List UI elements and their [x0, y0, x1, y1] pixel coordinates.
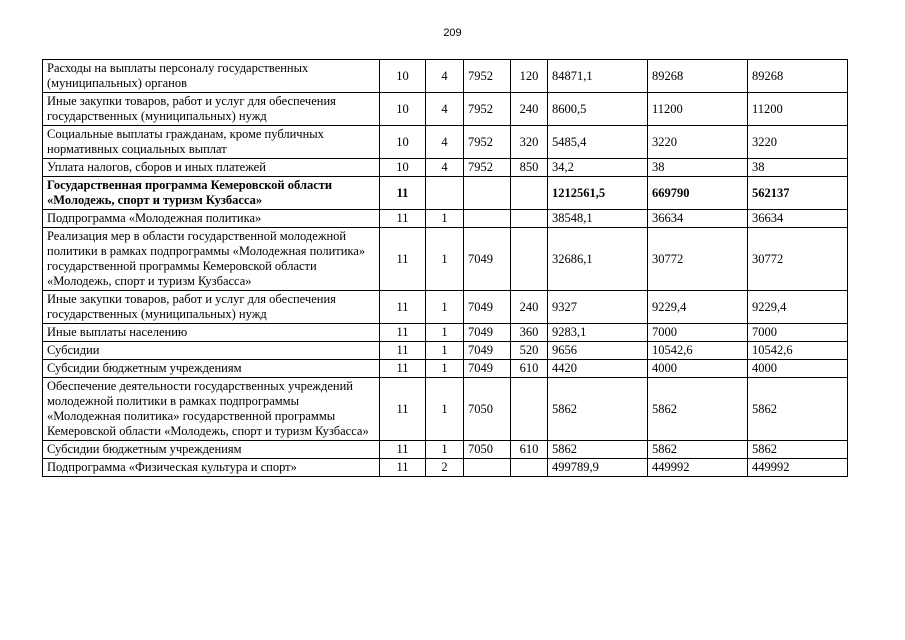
amount-year2-cell: 36634	[648, 210, 748, 228]
row-name-cell: Подпрограмма «Физическая культура и спорт»	[43, 459, 380, 477]
amount-year3-cell: 89268	[748, 60, 848, 93]
section-code-cell: 11	[380, 360, 426, 378]
section-code-cell: 10	[380, 159, 426, 177]
expense-type-cell: 520	[511, 342, 548, 360]
target-article-cell: 7049	[464, 228, 511, 291]
row-name-cell: Субсидии	[43, 342, 380, 360]
subsection-code-cell	[426, 177, 464, 210]
row-name-cell: Иные закупки товаров, работ и услуг для обеспечения государственных (муниципальных) нужд	[43, 93, 380, 126]
amount-year1-cell: 5862	[548, 441, 648, 459]
table-row	[43, 291, 848, 324]
amount-year3-cell: 449992	[748, 459, 848, 477]
amount-year3-cell: 11200	[748, 93, 848, 126]
amount-year3-cell: 7000	[748, 324, 848, 342]
amount-year3-cell: 36634	[748, 210, 848, 228]
amount-year3-cell: 3220	[748, 126, 848, 159]
amount-year2-cell: 30772	[648, 228, 748, 291]
target-article-cell: 7952	[464, 126, 511, 159]
amount-year3-cell: 5862	[748, 441, 848, 459]
amount-year2-cell: 449992	[648, 459, 748, 477]
amount-year3-cell: 4000	[748, 360, 848, 378]
subsection-code-cell: 1	[426, 342, 464, 360]
row-name-cell: Реализация мер в области государственной молодежной политики в рамках подпрограммы «Молодежная политика» государственной программы Кемеровской области «Молодежь, спорт и туризм Кузбасса»	[43, 228, 380, 291]
amount-year3-cell: 9229,4	[748, 291, 848, 324]
section-code-cell: 11	[380, 324, 426, 342]
amount-year2-cell: 38	[648, 159, 748, 177]
target-article-cell: 7050	[464, 378, 511, 441]
target-article-cell	[464, 177, 511, 210]
subsection-code-cell: 4	[426, 159, 464, 177]
target-article-cell: 7952	[464, 60, 511, 93]
subsection-code-cell: 4	[426, 93, 464, 126]
page-number: 209	[443, 27, 462, 39]
amount-year1-cell: 9656	[548, 342, 648, 360]
expense-type-cell	[511, 378, 548, 441]
section-code-cell: 10	[380, 60, 426, 93]
amount-year2-cell: 4000	[648, 360, 748, 378]
section-code-cell: 11	[380, 210, 426, 228]
expense-type-cell	[511, 177, 548, 210]
section-code-cell: 11	[380, 291, 426, 324]
amount-year1-cell: 32686,1	[548, 228, 648, 291]
expense-type-cell: 320	[511, 126, 548, 159]
amount-year1-cell: 9283,1	[548, 324, 648, 342]
subsection-code-cell: 1	[426, 228, 464, 291]
target-article-cell	[464, 459, 511, 477]
expense-type-cell: 850	[511, 159, 548, 177]
target-article-cell: 7049	[464, 360, 511, 378]
amount-year1-cell: 38548,1	[548, 210, 648, 228]
amount-year2-cell: 11200	[648, 93, 748, 126]
table-row	[43, 210, 848, 228]
amount-year1-cell: 34,2	[548, 159, 648, 177]
target-article-cell: 7049	[464, 342, 511, 360]
amount-year3-cell: 10542,6	[748, 342, 848, 360]
budget-table	[42, 59, 848, 477]
row-name-cell: Расходы на выплаты персоналу государственных (муниципальных) органов	[43, 60, 380, 93]
target-article-cell: 7049	[464, 291, 511, 324]
target-article-cell: 7952	[464, 159, 511, 177]
table-row	[43, 93, 848, 126]
amount-year3-cell: 38	[748, 159, 848, 177]
subsection-code-cell: 1	[426, 360, 464, 378]
table-row	[43, 228, 848, 291]
expense-type-cell: 610	[511, 360, 548, 378]
row-name-cell: Иные закупки товаров, работ и услуг для обеспечения государственных (муниципальных) нужд	[43, 291, 380, 324]
table-row	[43, 177, 848, 210]
expense-type-cell: 360	[511, 324, 548, 342]
section-code-cell: 11	[380, 441, 426, 459]
amount-year2-cell: 5862	[648, 378, 748, 441]
amount-year1-cell: 8600,5	[548, 93, 648, 126]
amount-year2-cell: 5862	[648, 441, 748, 459]
target-article-cell: 7050	[464, 441, 511, 459]
section-code-cell: 11	[380, 342, 426, 360]
row-name-cell: Обеспечение деятельности государственных учреждений молодежной политики в рамках подпрограммы «Молодежная политика» государственной программы Кемеровской области «Молодежь, спорт и туризм Кузбасса»	[43, 378, 380, 441]
amount-year2-cell: 7000	[648, 324, 748, 342]
amount-year3-cell: 5862	[748, 378, 848, 441]
amount-year1-cell: 4420	[548, 360, 648, 378]
expense-type-cell	[511, 459, 548, 477]
amount-year2-cell: 89268	[648, 60, 748, 93]
table-row	[43, 342, 848, 360]
row-name-cell: Уплата налогов, сборов и иных платежей	[43, 159, 380, 177]
amount-year1-cell: 9327	[548, 291, 648, 324]
section-code-cell: 11	[380, 228, 426, 291]
subsection-code-cell: 1	[426, 291, 464, 324]
table-row	[43, 324, 848, 342]
amount-year1-cell: 84871,1	[548, 60, 648, 93]
amount-year2-cell: 3220	[648, 126, 748, 159]
subsection-code-cell: 1	[426, 378, 464, 441]
subsection-code-cell: 4	[426, 126, 464, 159]
amount-year1-cell: 1212561,5	[548, 177, 648, 210]
target-article-cell	[464, 210, 511, 228]
section-code-cell: 11	[380, 459, 426, 477]
expense-type-cell: 240	[511, 93, 548, 126]
table-row	[43, 60, 848, 93]
subsection-code-cell: 1	[426, 324, 464, 342]
amount-year3-cell: 562137	[748, 177, 848, 210]
amount-year3-cell: 30772	[748, 228, 848, 291]
amount-year2-cell: 9229,4	[648, 291, 748, 324]
target-article-cell: 7049	[464, 324, 511, 342]
table-row	[43, 378, 848, 441]
table-row	[43, 159, 848, 177]
subsection-code-cell: 4	[426, 60, 464, 93]
section-code-cell: 10	[380, 93, 426, 126]
expense-type-cell: 240	[511, 291, 548, 324]
row-name-cell: Социальные выплаты гражданам, кроме публичных нормативных социальных выплат	[43, 126, 380, 159]
row-name-cell: Подпрограмма «Молодежная политика»	[43, 210, 380, 228]
row-name-cell: Государственная программа Кемеровской области «Молодежь, спорт и туризм Кузбасса»	[43, 177, 380, 210]
expense-type-cell: 120	[511, 60, 548, 93]
section-code-cell: 10	[380, 126, 426, 159]
budget-table-body	[43, 60, 848, 477]
expense-type-cell	[511, 210, 548, 228]
amount-year1-cell: 499789,9	[548, 459, 648, 477]
subsection-code-cell: 1	[426, 441, 464, 459]
table-row	[43, 126, 848, 159]
amount-year1-cell: 5862	[548, 378, 648, 441]
section-code-cell: 11	[380, 177, 426, 210]
amount-year2-cell: 669790	[648, 177, 748, 210]
row-name-cell: Субсидии бюджетным учреждениям	[43, 360, 380, 378]
expense-type-cell	[511, 228, 548, 291]
amount-year1-cell: 5485,4	[548, 126, 648, 159]
section-code-cell: 11	[380, 378, 426, 441]
target-article-cell: 7952	[464, 93, 511, 126]
expense-type-cell: 610	[511, 441, 548, 459]
amount-year2-cell: 10542,6	[648, 342, 748, 360]
table-row	[43, 360, 848, 378]
subsection-code-cell: 2	[426, 459, 464, 477]
table-row	[43, 459, 848, 477]
subsection-code-cell: 1	[426, 210, 464, 228]
table-row	[43, 441, 848, 459]
row-name-cell: Иные выплаты населению	[43, 324, 380, 342]
row-name-cell: Субсидии бюджетным учреждениям	[43, 441, 380, 459]
